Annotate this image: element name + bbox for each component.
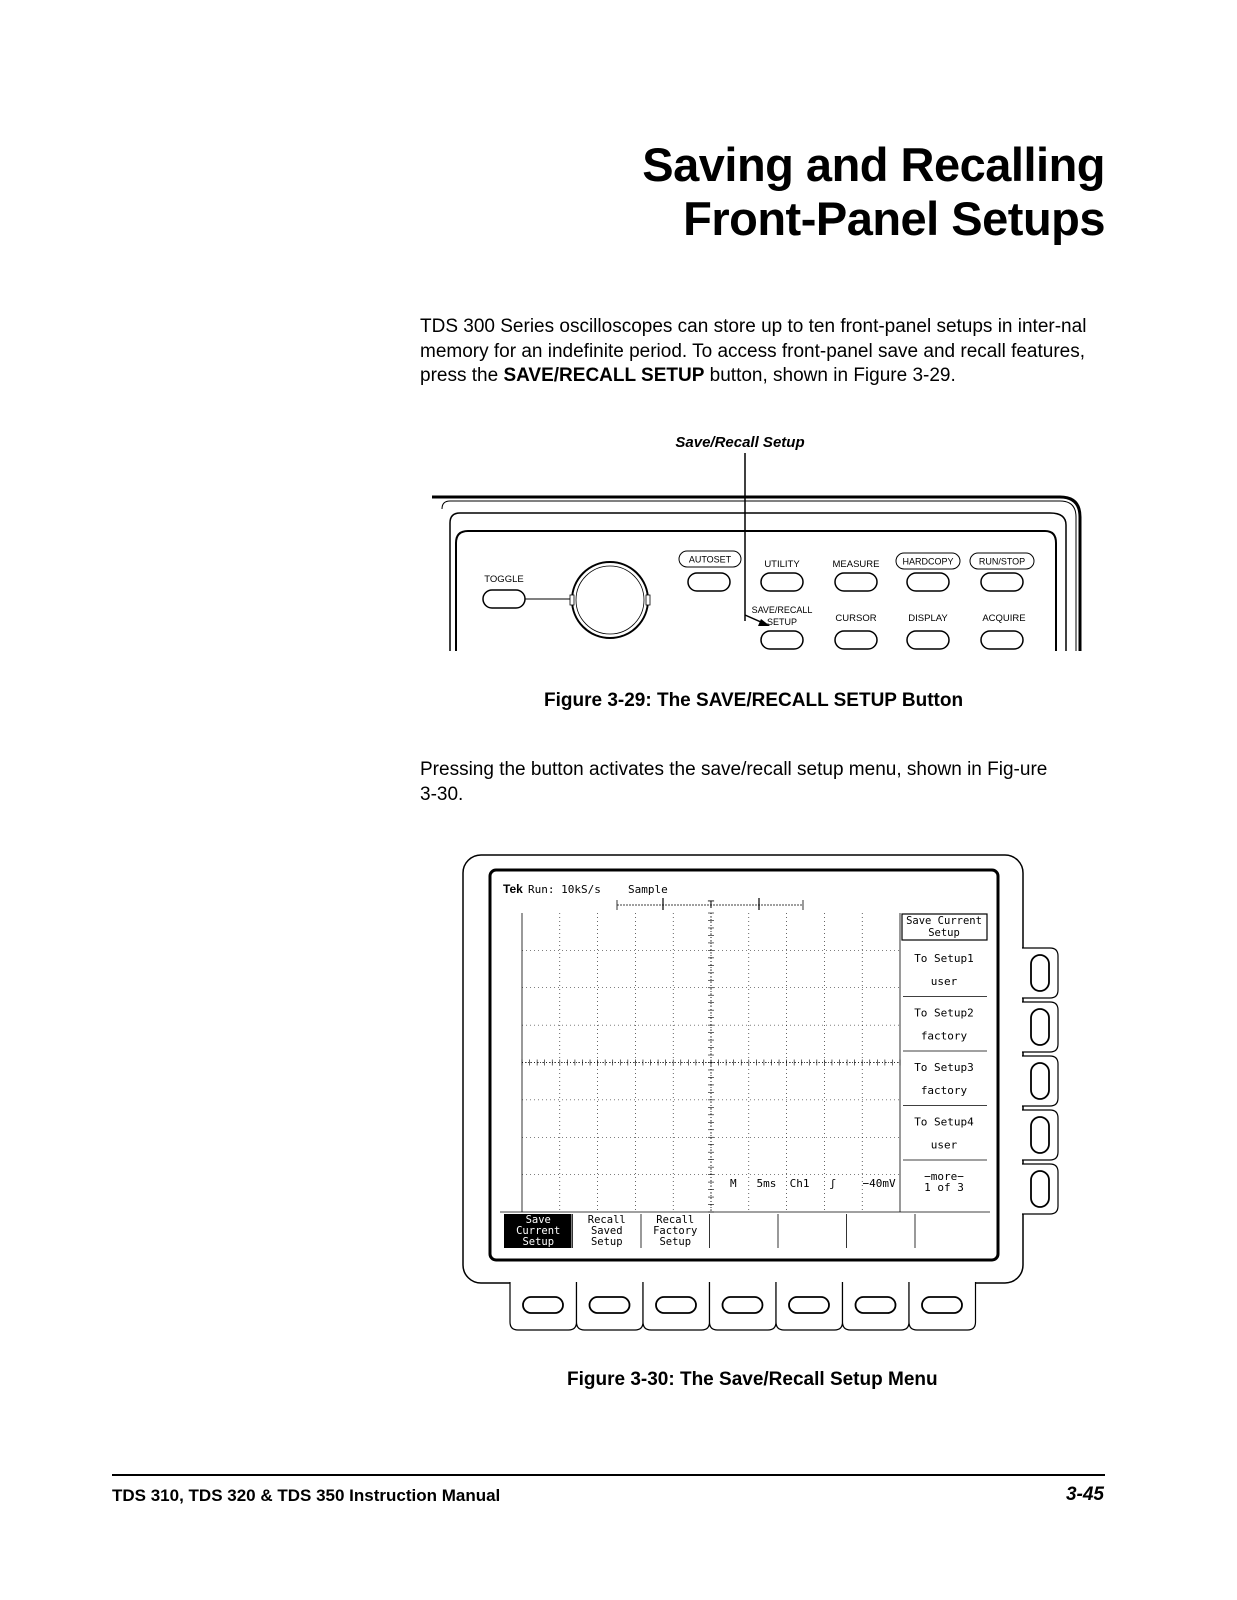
general-purpose-knob[interactable] bbox=[572, 562, 648, 638]
figure-3-29-caption: Figure 3-29: The SAVE/RECALL SETUP Button bbox=[544, 690, 964, 711]
hardcopy-button[interactable] bbox=[907, 573, 949, 591]
saverecall-label-1: SAVE/RECALL bbox=[751, 605, 813, 615]
knob-notch-right bbox=[646, 595, 650, 605]
side-menu-title-line-2: Setup bbox=[928, 927, 960, 939]
bottom-bezel-button[interactable] bbox=[523, 1297, 563, 1313]
side-bezel-button[interactable] bbox=[1031, 1009, 1049, 1045]
knob-notch-left bbox=[570, 595, 574, 605]
horizontal-readout: M 5ms Ch1 ʃ −40mV bbox=[730, 1177, 896, 1190]
bottom-bezel-button[interactable] bbox=[789, 1297, 829, 1313]
hardcopy-label: HARDCOPY bbox=[902, 556, 954, 567]
measure-label: MEASURE bbox=[832, 559, 880, 570]
side-menu-item-sublabel: user bbox=[930, 975, 958, 988]
bottom-bezel-button[interactable] bbox=[922, 1297, 962, 1313]
side-menu-item-label: To Setup1 bbox=[914, 952, 974, 965]
trigger-position-marker: T bbox=[707, 899, 715, 911]
bottom-menu-item-label: Saved bbox=[590, 1225, 623, 1237]
panel-face bbox=[456, 531, 1056, 651]
toggle-label: TOGGLE bbox=[484, 574, 524, 585]
side-menu-item-sublabel: user bbox=[930, 1138, 958, 1152]
panel-middle-bezel bbox=[442, 501, 1076, 651]
bottom-menu-item-label: Current bbox=[516, 1225, 561, 1237]
utility-label: UTILITY bbox=[764, 559, 800, 570]
side-menu-item-sublabel: 1 of 3 bbox=[924, 1181, 964, 1194]
side-menu-item-label: −more− bbox=[924, 1170, 964, 1183]
footer-rule bbox=[112, 1474, 1105, 1476]
intro-bold-text: SAVE/RECALL SETUP bbox=[503, 365, 705, 386]
bottom-bezel-button[interactable] bbox=[856, 1297, 896, 1313]
footer-manual-title: TDS 310, TDS 320 & TDS 350 Instruction Manual bbox=[112, 1486, 501, 1505]
side-bezel-button[interactable] bbox=[1031, 1117, 1049, 1153]
run-status: Run: 10kS/s bbox=[528, 883, 601, 896]
bottom-bezel-button[interactable] bbox=[590, 1297, 630, 1313]
figure-3-29 bbox=[420, 425, 1100, 670]
acquire-mode: Sample bbox=[628, 883, 668, 896]
autoset-button[interactable] bbox=[688, 573, 730, 591]
side-menu-item-label: To Setup3 bbox=[914, 1061, 974, 1074]
page-title bbox=[642, 138, 1105, 246]
cursor-button[interactable] bbox=[835, 631, 877, 649]
side-bezel-buttons bbox=[1022, 948, 1058, 1214]
save-recall-setup-button[interactable] bbox=[761, 631, 803, 649]
second-paragraph: Pressing the button activates the save/recall setup menu, shown in Fig-ure 3-30. bbox=[420, 759, 1048, 805]
side-bezel-button[interactable] bbox=[1031, 1171, 1049, 1207]
toggle-button[interactable] bbox=[483, 590, 525, 608]
page-number: 3-45 bbox=[1065, 1484, 1104, 1505]
bottom-menu-item-label: Save bbox=[525, 1214, 551, 1226]
saverecall-label-2: SETUP bbox=[766, 617, 798, 627]
cursor-label: CURSOR bbox=[835, 613, 877, 624]
bottom-menu-item-label: Factory bbox=[653, 1225, 698, 1237]
figure-3-30 bbox=[460, 850, 1065, 1335]
side-menu-item-label: To Setup2 bbox=[914, 1006, 974, 1020]
bottom-bezel-button[interactable] bbox=[656, 1297, 696, 1313]
runstop-button[interactable] bbox=[981, 573, 1023, 591]
side-bezel-button[interactable] bbox=[1031, 955, 1049, 991]
utility-button[interactable] bbox=[761, 573, 803, 591]
autoset-label: AUTOSET bbox=[688, 554, 732, 565]
bottom-menu-item-label: Recall bbox=[656, 1214, 695, 1226]
bottom-menu-item-label: Setup bbox=[590, 1236, 623, 1248]
page-title-line-2: Front-Panel Setups bbox=[683, 192, 1105, 245]
side-menu-item-sublabel: factory bbox=[920, 1084, 968, 1097]
display-button[interactable] bbox=[907, 631, 949, 649]
bottom-menu-item-label: Recall bbox=[587, 1214, 626, 1226]
acquire-label: ACQUIRE bbox=[982, 613, 1026, 624]
page-title-line-1: Saving and Recalling bbox=[642, 138, 1105, 191]
callout-label: Save/Recall Setup bbox=[675, 434, 805, 451]
measure-button[interactable] bbox=[835, 573, 877, 591]
panel-outer-bezel bbox=[432, 497, 1080, 651]
bottom-bezel-button[interactable] bbox=[723, 1297, 763, 1313]
side-menu-item-sublabel: factory bbox=[920, 1029, 968, 1043]
acquire-button[interactable] bbox=[981, 631, 1023, 649]
bottom-menu-item-label: Setup bbox=[659, 1236, 692, 1248]
intro-paragraph: TDS 300 Series oscilloscopes can store up to ten front-panel setups in inter-nal memory for an indefinite period. To access front-panel save and recall features, press the SAVE/RECALL SETUP button, shown in Figure 3-29. bbox=[420, 316, 1087, 386]
panel-inner-bezel bbox=[450, 513, 1066, 651]
bottom-bezel-buttons bbox=[510, 1282, 976, 1330]
figure-3-30-caption: Figure 3-30: The Save/Recall Setup Menu bbox=[567, 1369, 938, 1390]
side-bezel-button[interactable] bbox=[1031, 1063, 1049, 1099]
side-menu-item-label: To Setup4 bbox=[914, 1115, 974, 1129]
side-menu-title-line-1: Save Current bbox=[906, 915, 982, 927]
display-label: DISPLAY bbox=[908, 613, 948, 624]
runstop-label: RUN/STOP bbox=[978, 556, 1026, 567]
bottom-menu-item-label: Setup bbox=[522, 1236, 555, 1248]
tek-brand: Tek bbox=[503, 882, 523, 896]
